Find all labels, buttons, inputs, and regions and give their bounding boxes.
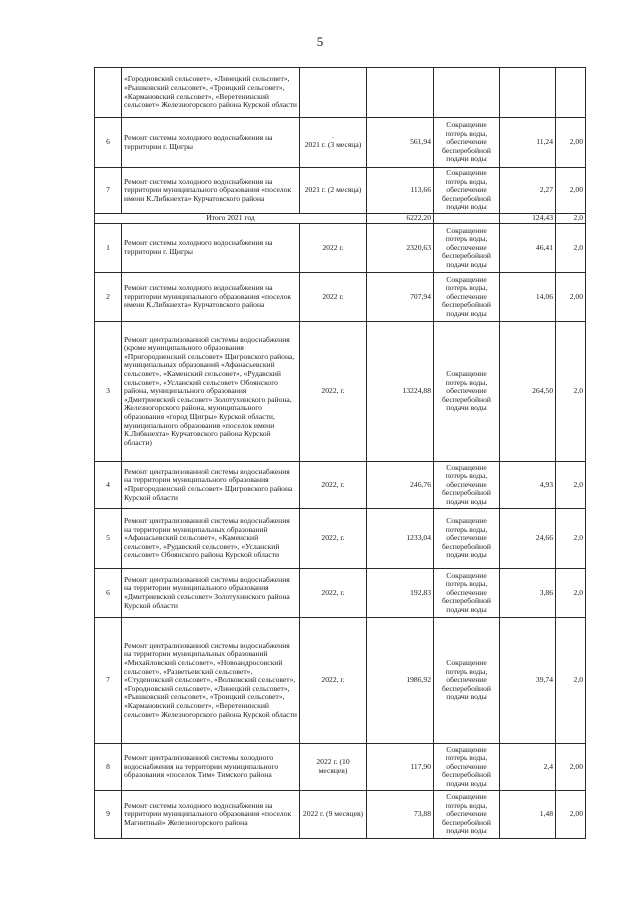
table-row [95,791,586,839]
period-cell [300,118,367,168]
measure-name-cell: Ремонт системы холодного водоснабжения на территории г. Щигры [122,224,300,273]
measure-name-cell: Ремонт системы холодного водоснабжения на территории муниципального образования «поселок имени К.Либкнехта» Курчатовского района [122,168,300,214]
measure-name-cell: Ремонт централизованной системы водоснабжения на территории муниципального образования «Пригородненский сельсовет» Щигровского района Курской области [122,462,300,509]
cost-cell: 2,00 [556,273,586,322]
amount-cell: 13224,88 [367,322,434,462]
cost-cell [556,68,586,118]
row-number-cell: 7 [95,168,122,214]
measure-name-cell: Ремонт системы холодного водоснабжения на территории муниципального образования «поселок имени К.Либкнехта» Курчатовского района [122,273,300,322]
effect-cell: Сокращение потерь воды, обеспечение бесперебойной подачи воды [434,509,500,569]
period-text: 2022 г. (10 месяцев) [316,757,350,775]
value-cell: 264,50 [500,322,556,462]
cost-cell: 2,0 [556,618,586,744]
effect-cell: Сокращение потерь воды, обеспечение бесперебойной подачи воды [434,118,500,168]
value-cell: 2,4 [500,744,556,791]
period-text: 2021 г. (2 месяца) [304,185,362,195]
period-cell [300,273,367,322]
amount-cell: 1233,04 [367,509,434,569]
period-cell [300,791,367,839]
cost-cell: 2,00 [556,744,586,791]
period-text: 2022, г. [321,533,345,543]
page-number: 5 [316,34,324,49]
period-cell [300,168,367,214]
total-row [95,214,586,224]
value-cell: 2,27 [500,168,556,214]
period-cell [300,224,367,273]
period-text: 2022, г. [321,587,345,597]
amount-cell: 246,76 [367,462,434,509]
period-text: 2021 г. (3 месяца) [304,140,362,150]
total-value-cell: 124,43 [500,214,556,224]
measure-name-cell: Ремонт централизованной системы водоснабжения (кроме муниципального образования «Пригородненский сельсовет» Щигровского района, муниципальных образований «Афанасьевский сельсовет», «Каменский сельсовет», «Рудавский сельсовет», «Усланский сельсовет» Обоянского района, муниципального образования «Дмитриевский сельсовет» Золотухинского района, Железногорского района, муниципального образования «город Щигры» Курской области, муниципального образования «поселок имени К.Либкнехта» Курчатовского района Курской области) [122,322,300,462]
row-number-cell: 8 [95,744,122,791]
amount-cell: 561,94 [367,118,434,168]
row-number-cell: 3 [95,322,122,462]
row-number-cell: 9 [95,791,122,839]
table-row [95,569,586,618]
row-number-cell: 6 [95,118,122,168]
period-cell [300,462,367,509]
amount-cell: 2320,63 [367,224,434,273]
measure-name-cell: Ремонт системы холодного водоснабжения на территории г. Щигры [122,118,300,168]
table-row [95,618,586,744]
value-cell: 46,41 [500,224,556,273]
amount-cell: 1986,92 [367,618,434,744]
period-text: 2022 г. [322,291,344,301]
amount-cell: 73,88 [367,791,434,839]
value-cell: 4,93 [500,462,556,509]
period-cell [300,322,367,462]
cost-cell: 2,0 [556,224,586,273]
measure-name-cell: Ремонт централизованной системы водоснабжения на территории муниципальных образований «Афанасьевский сельсовет», «Каменский сельсовет», «Рудавский сельсовет», «Усланский сельсовет» Обоянского района Курской области [122,509,300,569]
cost-cell: 2,0 [556,569,586,618]
value-cell: 24,66 [500,509,556,569]
effect-cell: Сокращение потерь воды, обеспечение бесперебойной подачи воды [434,462,500,509]
water-supply-table [94,67,586,839]
amount-cell: 113,66 [367,168,434,214]
measure-name-cell: «Городновский сельсовет», «Линецкий сельсовет», «Рышковский сельсовет», «Троицкий сельсовет», «Кармановский сельсовет», «Веретенинский сельсовет» Железногорского района Курской области [122,68,300,118]
cost-cell: 2,00 [556,791,586,839]
value-cell: 11,24 [500,118,556,168]
measure-name-cell: Ремонт централизованной системы холодного водоснабжения на территории муниципального образования «поселок Тим» Тимского района [122,744,300,791]
amount-cell [367,68,434,118]
period-text: 2022 г. [322,242,344,252]
cost-cell: 2,0 [556,509,586,569]
row-number-cell: 1 [95,224,122,273]
period-text: 2022, г. [321,386,345,396]
value-cell: 14,06 [500,273,556,322]
measure-name-cell: Ремонт централизованной системы водоснабжения на территории муниципального образования «Дмитриевский сельсовет» Золотухинского района Курской области [122,569,300,618]
effect-cell [434,68,500,118]
table-row [95,224,586,273]
effect-cell: Сокращение потерь воды, обеспечение бесперебойной подачи воды [434,744,500,791]
cost-cell: 2,0 [556,462,586,509]
table-row [95,68,586,118]
value-cell: 1,48 [500,791,556,839]
row-number-cell: 4 [95,462,122,509]
period-cell [300,68,367,118]
effect-cell: Сокращение потерь воды, обеспечение бесперебойной подачи воды [434,322,500,462]
amount-cell: 192,83 [367,569,434,618]
value-cell [500,68,556,118]
period-cell [300,618,367,744]
table-row [95,462,586,509]
total-label: Итого 2021 год [95,214,367,224]
table-row [95,168,586,214]
amount-cell: 707,94 [367,273,434,322]
total-cost-cell: 2,0 [556,214,586,224]
total-amount-cell: 6222,20 [367,214,434,224]
period-text: 2022, г. [321,675,345,685]
effect-cell: Сокращение потерь воды, обеспечение бесперебойной подачи воды [434,224,500,273]
row-number-cell: 6 [95,569,122,618]
effect-cell: Сокращение потерь воды, обеспечение бесперебойной подачи воды [434,569,500,618]
measure-name-cell: Ремонт системы холодного водоснабжения на территории муниципального образования «поселок Магнитный» Железногорского района [122,791,300,839]
table-row [95,118,586,168]
amount-cell: 117,90 [367,744,434,791]
period-text: 2022 г. (9 месяцев) [302,809,364,819]
period-text: 2022, г. [321,479,345,489]
row-number-cell [95,68,122,118]
cost-cell: 2,0 [556,322,586,462]
row-number-cell: 7 [95,618,122,744]
period-cell [300,509,367,569]
cost-cell: 2,00 [556,118,586,168]
value-cell: 39,74 [500,618,556,744]
effect-cell [434,214,500,224]
cost-cell: 2,00 [556,168,586,214]
measure-name-cell: Ремонт централизованной системы водоснабжения на территории муниципальных образований «Михайловский сельсовет», «Новоандросовский сельсовет», «Разветьевский сельсовет», «Студенокский сельсовет», «Волковский сельсовет», «Городновский сельсовет», «Линецкий сельсовет», «Рышковский сельсовет», «Троицкий сельсовет», «Кармановский сельсовет», «Веретенинский сельсовет» Железногорского района Курской области [122,618,300,744]
table-row [95,509,586,569]
period-cell [300,744,367,791]
table-row [95,744,586,791]
row-number-cell: 5 [95,509,122,569]
table-row [95,273,586,322]
value-cell: 3,86 [500,569,556,618]
period-mark: · [331,133,335,143]
effect-cell: Сокращение потерь воды, обеспечение бесперебойной подачи воды [434,791,500,839]
period-cell [300,569,367,618]
effect-cell: Сокращение потерь воды, обеспечение бесперебойной подачи воды [434,273,500,322]
table-row [95,322,586,462]
effect-cell: Сокращение потерь воды, обеспечение бесперебойной подачи воды [434,168,500,214]
effect-cell: Сокращение потерь воды, обеспечение бесперебойной подачи воды [434,618,500,744]
row-number-cell: 2 [95,273,122,322]
